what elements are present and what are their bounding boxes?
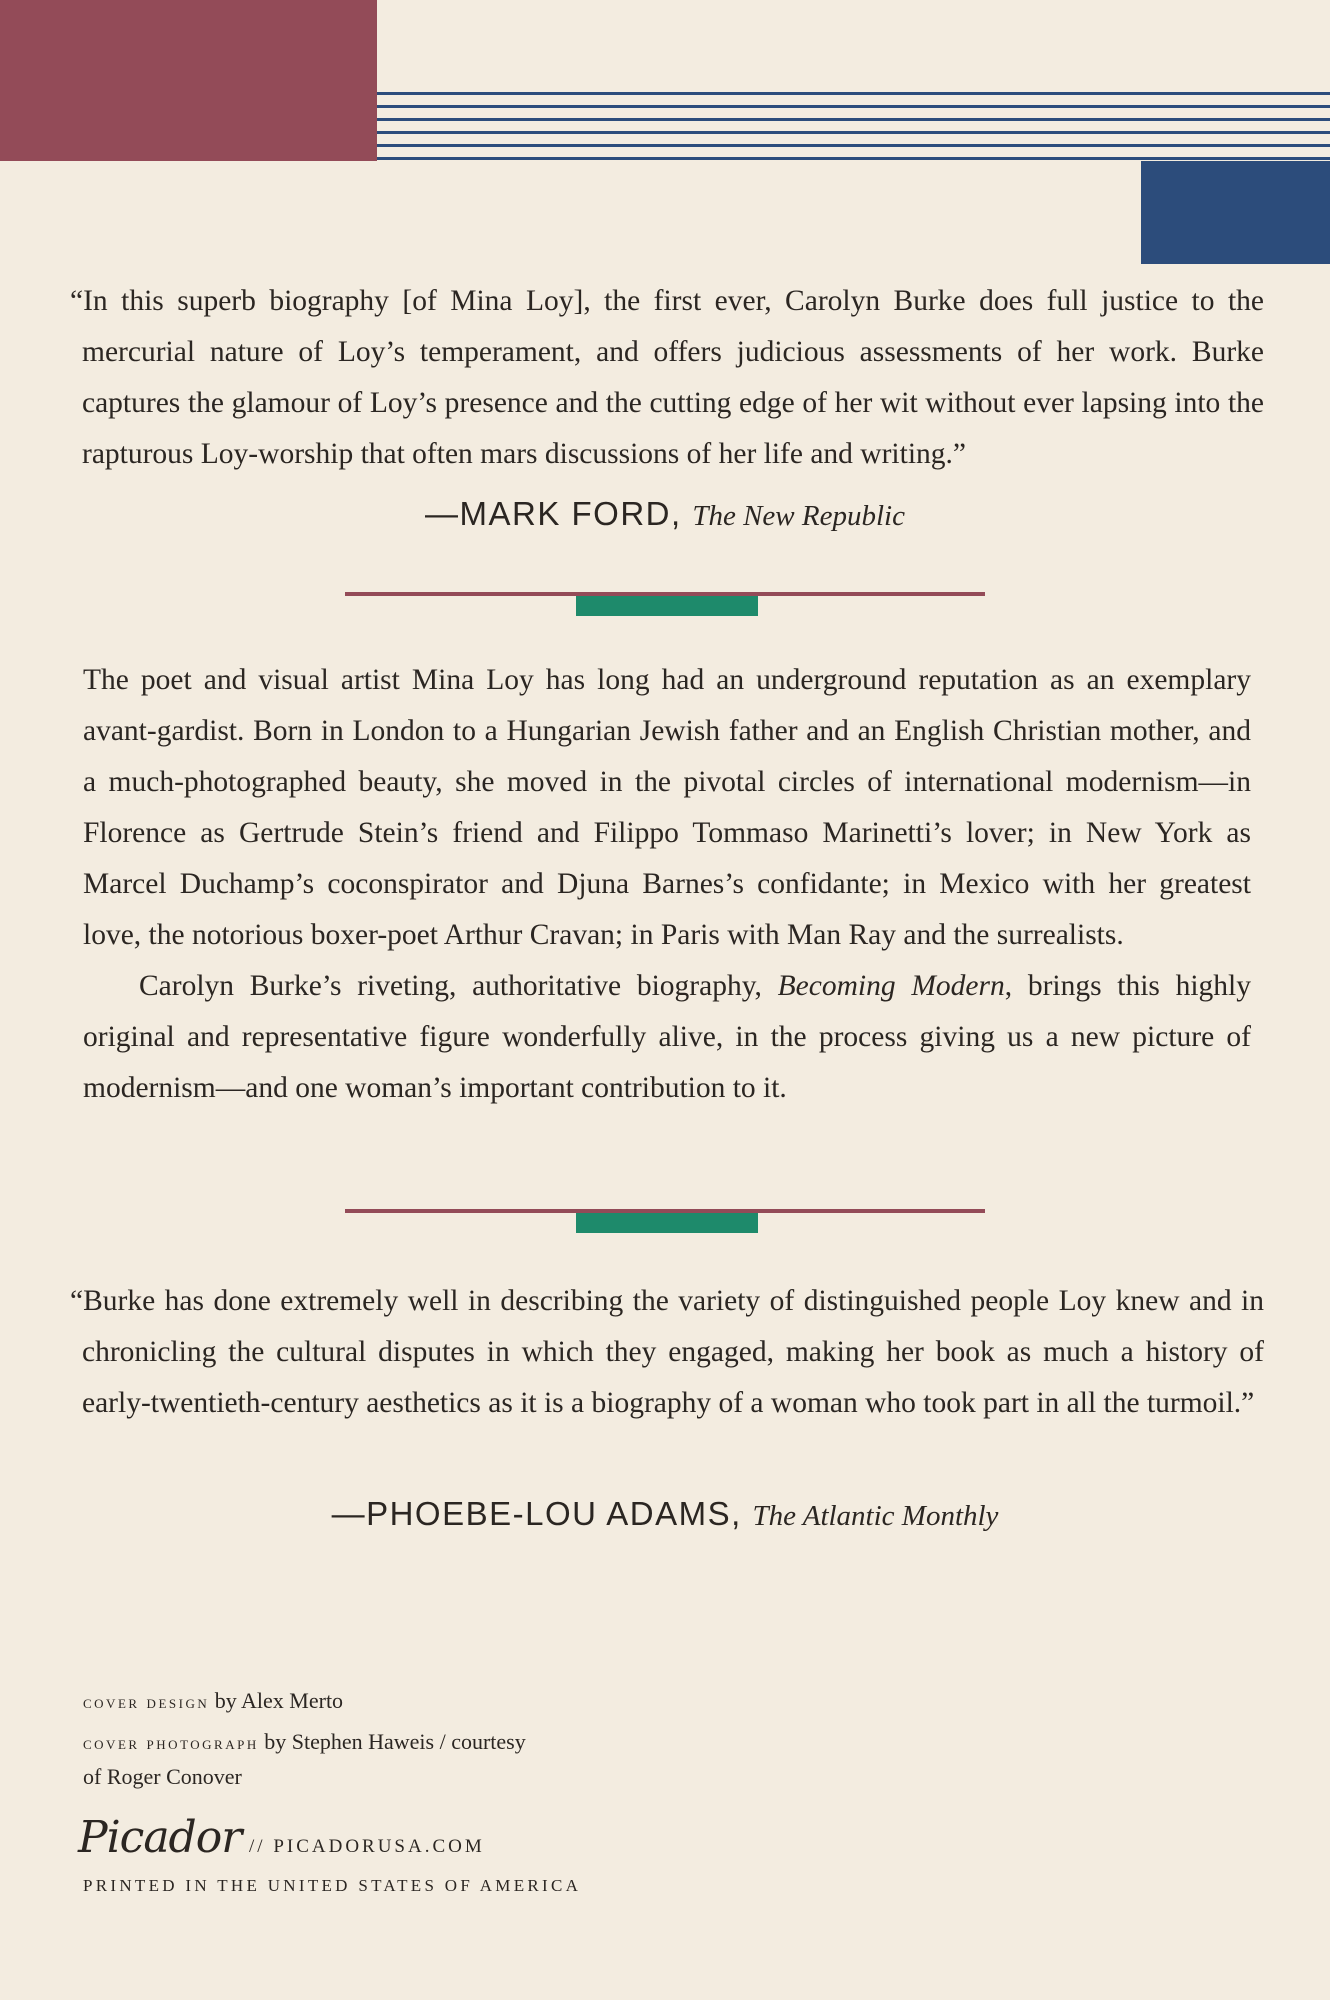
- review-publication-2: The Atlantic Monthly: [752, 1500, 999, 1532]
- review-quote-1: “In this superb biography [of Mina Loy], the first ever, Carolyn Burke does full justice to the mercurial nature of Loy’s temperament, and offers judicious assessments of her work. Burke captures the glamour of Loy’s presence and the cutting edge of her wit without ever lapsing into the rapturous Loy-worship that often mars discussions of her life and writing.”: [70, 285, 1264, 470]
- picador-logo: Picador: [78, 1812, 242, 1863]
- cover-photo-label: cover photograph: [83, 1733, 259, 1753]
- description-paragraph-2: Carolyn Burke’s riveting, authoritative biography, Becoming Modern, brings this highly original and representative figure wonderfully alive, in the process giving us a new picture of modernism—and one woman’s important contribution to it.: [83, 970, 1252, 1104]
- cover-design-label: cover design: [83, 1692, 210, 1712]
- review-author-2: —PHOEBE-LOU ADAMS,: [331, 1495, 742, 1532]
- header-blue-block: [1141, 161, 1330, 264]
- publisher-website: PICADORUSA.COM: [273, 1836, 485, 1857]
- review-attribution-1: [0, 495, 1330, 533]
- review-quote-2: “Burke has done extremely well in describing the variety of distinguished people Loy knew and in chronicling the cultural disputes in which they engaged, making her book as much a history of early-twentieth-century aesthetics as it is a biography of a woman who took part in all the turmoil.”: [70, 1285, 1264, 1419]
- header-red-block: [0, 0, 377, 161]
- review-author-1: —MARK FORD,: [425, 495, 682, 532]
- review-publication-1: The New Republic: [692, 500, 905, 532]
- review-attribution-2: [0, 1495, 1330, 1533]
- book-description: [83, 655, 1251, 1114]
- description-paragraph-1: The poet and visual artist Mina Loy has long had an underground reputation as an exemplary avant-gardist. Born in London to a Hungarian Jewish father and an English Christian mother, and a much-photographed beauty, she moved in the pivotal circles of international modernism—in Florence as Gertrude Stein’s friend and Filippo Tommaso Marinetti’s lover; in New York as Marcel Duchamp’s coconspirator and Djuna Barnes’s confidante; in Mexico with her greatest love, the notorious boxer-poet Arthur Cravan; in Paris with Man Ray and the surrealists.: [83, 664, 1251, 951]
- publisher-line: Picador // PICADORUSA.COM: [78, 1812, 485, 1863]
- header-stripes: [377, 92, 1330, 160]
- cover-photo-credit: cover photograph by Stephen Haweis / courtesy of Roger Conover: [83, 1729, 526, 1789]
- divider-bar-2: [576, 1213, 758, 1233]
- divider-bar-1: [576, 596, 758, 616]
- book-title: Becoming Modern: [777, 970, 1005, 1002]
- cover-design-credit: cover design by Alex Merto: [83, 1688, 344, 1713]
- printed-notice: PRINTED IN THE UNITED STATES OF AMERICA: [83, 1876, 582, 1895]
